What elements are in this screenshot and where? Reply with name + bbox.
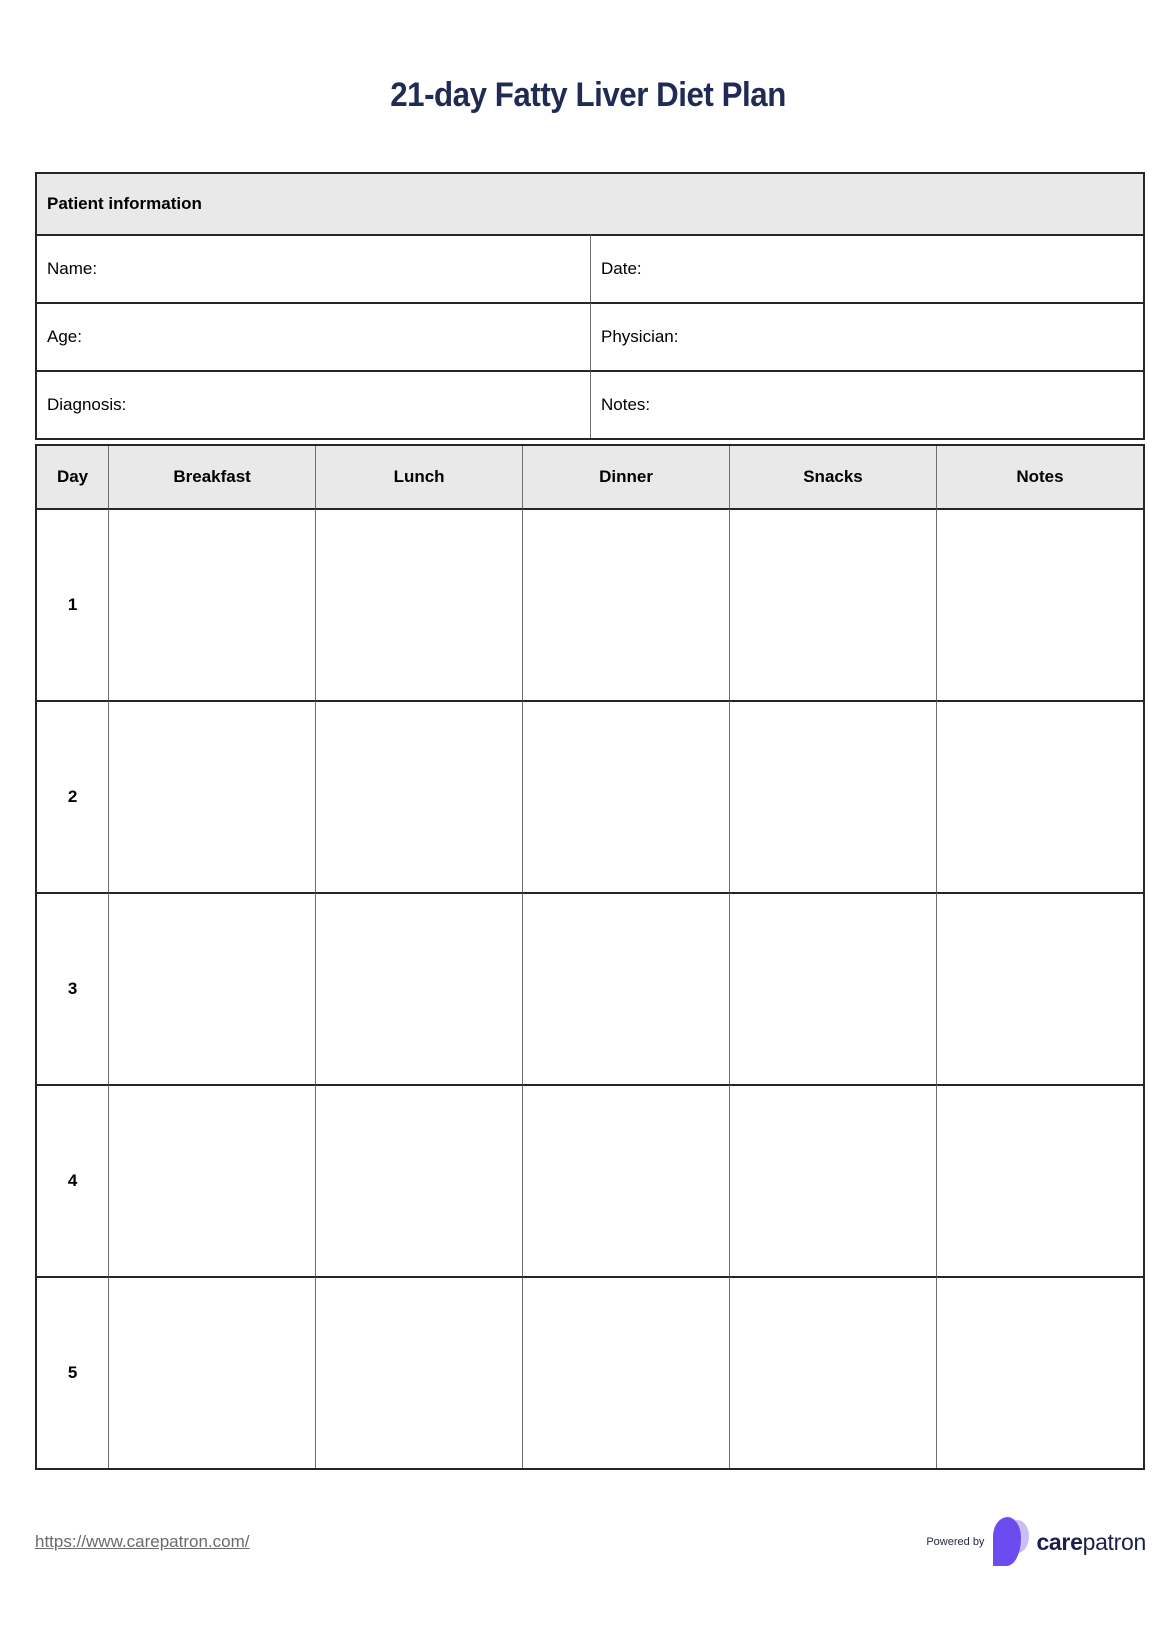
meal-cell[interactable]	[522, 892, 729, 1084]
patient-info-grid	[37, 234, 1143, 438]
meal-cell[interactable]	[936, 1276, 1143, 1468]
diagnosis-field[interactable]	[37, 370, 590, 438]
meal-cell[interactable]	[108, 1276, 315, 1468]
page-title-text: 21-day Fatty Liver Diet Plan	[390, 76, 786, 114]
column-header-dinner: Dinner	[522, 446, 729, 508]
date-label: Date:	[601, 259, 642, 278]
notes-label: Notes:	[601, 395, 651, 414]
brand-patron: patron	[1082, 1528, 1146, 1555]
page-title	[0, 0, 1176, 116]
meal-cell[interactable]	[108, 700, 315, 892]
physician-label: Physician:	[601, 327, 679, 346]
column-header-snacks: Snacks	[729, 446, 936, 508]
meal-cell[interactable]	[936, 892, 1143, 1084]
meal-plan-table	[35, 444, 1145, 1470]
day-number: 2	[37, 700, 108, 892]
patient-info-header	[37, 174, 1143, 234]
meal-cell[interactable]	[522, 700, 729, 892]
patient-info-header-label: Patient information	[47, 194, 202, 213]
column-header-notes: Notes	[936, 446, 1143, 508]
name-label: Name:	[47, 259, 98, 278]
form-body	[35, 172, 1145, 1470]
meal-cell[interactable]	[108, 1084, 315, 1276]
age-label: Age:	[47, 327, 82, 346]
meal-cell[interactable]	[315, 508, 522, 700]
meal-cell[interactable]	[936, 1084, 1143, 1276]
powered-by-block	[926, 1517, 1146, 1567]
meal-cell[interactable]	[315, 1276, 522, 1468]
carepatron-wordmark	[1036, 1529, 1146, 1556]
diagnosis-label: Diagnosis:	[47, 395, 127, 414]
meal-cell[interactable]	[522, 1084, 729, 1276]
column-header-lunch: Lunch	[315, 446, 522, 508]
meal-cell[interactable]	[729, 508, 936, 700]
column-header-breakfast: Breakfast	[108, 446, 315, 508]
carepatron-logo-icon	[993, 1517, 1029, 1567]
brand-care: care	[1036, 1528, 1083, 1555]
day-number: 5	[37, 1276, 108, 1468]
meal-cell[interactable]	[522, 508, 729, 700]
meal-cell[interactable]	[315, 892, 522, 1084]
physician-field[interactable]	[590, 302, 1143, 370]
column-header-day: Day	[37, 446, 108, 508]
meal-cell[interactable]	[729, 1084, 936, 1276]
date-field[interactable]	[590, 234, 1143, 302]
meal-cell[interactable]	[522, 1276, 729, 1468]
meal-cell[interactable]	[936, 700, 1143, 892]
meal-cell[interactable]	[315, 1084, 522, 1276]
meal-cell[interactable]	[729, 1276, 936, 1468]
day-number: 4	[37, 1084, 108, 1276]
page-footer	[35, 1516, 1146, 1568]
meal-cell[interactable]	[936, 508, 1143, 700]
day-number: 1	[37, 508, 108, 700]
meal-cell[interactable]	[729, 700, 936, 892]
patient-info-section	[35, 172, 1145, 440]
meal-cell[interactable]	[729, 892, 936, 1084]
age-field[interactable]	[37, 302, 590, 370]
carepatron-link[interactable]: https://www.carepatron.com/	[35, 1532, 250, 1551]
powered-by-label: Powered by	[926, 1536, 985, 1548]
meal-cell[interactable]	[315, 700, 522, 892]
meal-cell[interactable]	[108, 892, 315, 1084]
day-number: 3	[37, 892, 108, 1084]
name-field[interactable]	[37, 234, 590, 302]
notes-field[interactable]	[590, 370, 1143, 438]
meal-cell[interactable]	[108, 508, 315, 700]
